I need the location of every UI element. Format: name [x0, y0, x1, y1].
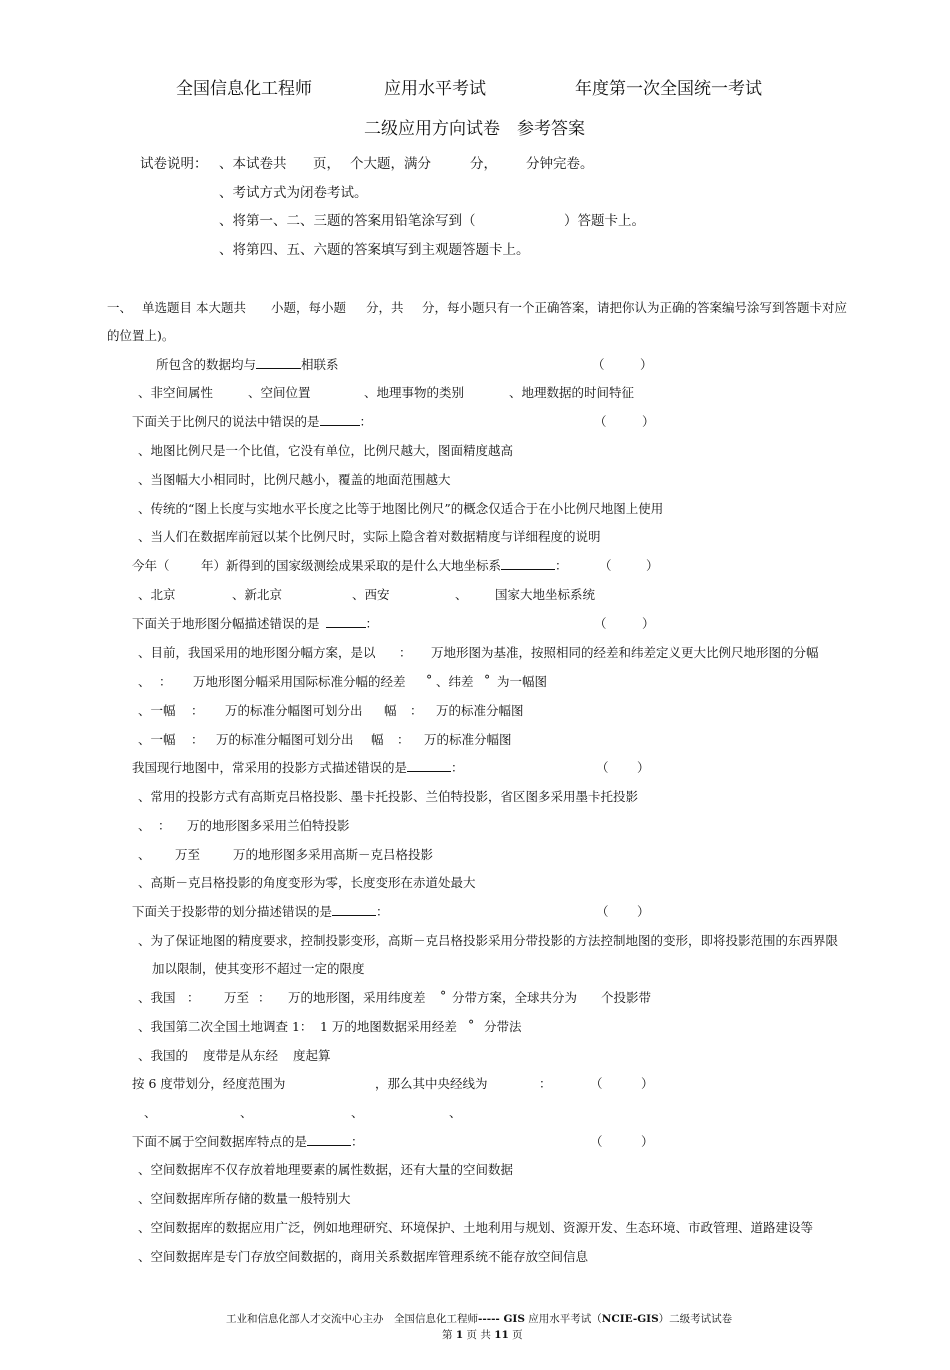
section-text-c: 分，共 [366, 300, 404, 315]
answer-paren-close: ） [642, 616, 655, 631]
q7-stem-b: ，那么其中央经线为 [375, 1076, 488, 1091]
q6-option-d-1: 、我国的 [138, 1048, 189, 1063]
notes-label: 试卷说明： [140, 156, 208, 172]
q1-stem-b: 相联系 [301, 357, 339, 372]
footer-d: NCIE-GIS [601, 1313, 659, 1325]
note-3-a: 、将第一、二、三题的答案用铅笔涂写到（ [219, 213, 476, 229]
q6-option-b-2: ： [187, 990, 200, 1005]
q5-option-b-1: 、 [138, 818, 151, 833]
q6-option-d-3: 度起算 [293, 1048, 331, 1063]
q4-option-d-6: 万的标准分幅图 [424, 732, 512, 747]
page-number [442, 1327, 523, 1342]
q2-option-d: 、当人们在数据库前冠以某个比例尺时，实际上隐含着对数据精度与详细程度的说明 [138, 529, 601, 544]
q4-option-b-1: 、 [138, 674, 151, 689]
q5-option-b-2: ： [158, 818, 171, 833]
q1-option-a: 、非空间属性 [138, 385, 214, 400]
q7-option-b: 、 [240, 1105, 253, 1120]
title-part-1: 全国信息化工程师 [176, 79, 312, 99]
q6-option-b-7: 分带方案，全球共分为 [452, 990, 578, 1005]
q6-option-b-5: 万的地形图，采用纬度差 [288, 990, 426, 1005]
q4-option-b-3: 万地形图分幅采用国际标准分幅的经差 [193, 674, 406, 689]
q5-option-c-3: 万的地形图多采用高斯－克吕格投影 [233, 847, 434, 862]
q1-option-b: 、空间位置 [248, 385, 311, 400]
answer-paren-close: ） [637, 904, 650, 919]
note-1-b: 页， [313, 156, 340, 172]
q7-stem-tail: ： [539, 1076, 552, 1091]
q5-stem [132, 758, 464, 776]
q7-option-a: 、 [144, 1105, 157, 1120]
q7-option-d: 、 [449, 1105, 462, 1120]
note-2: 、考试方式为闭卷考试。 [219, 185, 368, 201]
q3-option-d-mark: 、 [455, 587, 468, 602]
q8-option-d: 、空间数据库是专门存放空间数据的，商用关系数据库管理系统不能存放空间信息 [138, 1249, 589, 1264]
q6-option-d-2: 度带是从东经 [203, 1048, 279, 1063]
page-f: 页 [512, 1329, 523, 1341]
answer-paren-open: （ [590, 1076, 603, 1091]
footer-e: ）二级考试试卷 [658, 1313, 733, 1325]
q6-option-c-3: ° [468, 1017, 475, 1032]
q4-option-d-2: ： [191, 732, 204, 747]
q2-stem-tail: ： [359, 414, 373, 429]
answer-blank[interactable] [307, 1133, 351, 1146]
section-text-b: 小题，每小题 [271, 300, 347, 315]
q6-option-b-8: 个投影带 [601, 990, 652, 1005]
q2-option-c: 、传统的“图上长度与实地水平长度之比等于地图比例尺”的概念仅适合于在小比例尺地图上使用 [138, 501, 664, 516]
q4-stem [132, 614, 378, 632]
answer-blank[interactable] [326, 615, 366, 628]
answer-paren-open: （ [599, 558, 612, 573]
q2-option-b: 、当图幅大小相同时，比例尺越小，覆盖的地面范围越大 [138, 472, 451, 487]
q4-stem-tail: ： [365, 616, 379, 631]
answer-paren-close: ） [637, 760, 650, 775]
answer-blank[interactable] [501, 557, 555, 570]
q8-option-c: 、空间数据库的数据应用广泛，例如地理研究、环境保护、土地利用与规划、资源开发、生态环境、市政管理、道路建设等 [138, 1220, 814, 1235]
q5-option-c-1: 、 [138, 847, 151, 862]
q4-option-d-1: 、一幅 [138, 732, 176, 747]
answer-paren-open: （ [596, 760, 609, 775]
note-1-e: 分钟完卷。 [526, 156, 594, 172]
q4-option-b-2: ： [159, 674, 172, 689]
q1-option-c: 、地理事物的类别 [364, 385, 465, 400]
q5-option-a: 、常用的投影方式有高斯克吕格投影、墨卡托投影、兰伯特投影，省区图多采用墨卡托投影 [138, 789, 639, 804]
q6-option-b-3: 万至 [224, 990, 250, 1005]
q4-stem-text: 下面关于地形图分幅描述错误的是 [132, 616, 320, 631]
q8-stem [132, 1132, 364, 1150]
answer-paren-open: （ [590, 1134, 603, 1149]
footer-a: 工业和信息化部人才交流中心主办 全国信息化工程师 [226, 1313, 478, 1325]
q6-option-b-6: ° [440, 988, 447, 1003]
answer-blank[interactable] [332, 903, 376, 916]
q4-option-a-1: 、目前，我国采用的地形图分幅方案，是以 [138, 645, 376, 660]
answer-paren-close: ） [642, 414, 655, 429]
q2-option-a: 、地图比例尺是一个比值，它没有单位，比例尺越大，图面精度越高 [138, 443, 514, 458]
title-part-3: 年度第一次全国统一考试 [575, 79, 762, 99]
q6-option-b-4: ： [258, 990, 271, 1005]
q7-stem-a: 按 6 度带划分，经度范围为 [132, 1076, 286, 1091]
q6-option-b-1: 、我国 [138, 990, 176, 1005]
note-4: 、将第四、五、六题的答案填写到主观题答题卡上。 [219, 242, 530, 258]
section-text-d: 分，每小题只有一个正确答案，请把你认为正确的答案编号涂写到答题卡对应 [422, 300, 848, 315]
q3-option-a: 、北京 [138, 587, 176, 602]
q4-option-c-4: 幅 [384, 703, 397, 718]
q1-stem-a: 所包含的数据均与 [156, 357, 257, 372]
q3-option-b: 、新北京 [232, 587, 283, 602]
footer-b: ----- GIS [478, 1313, 525, 1325]
answer-blank[interactable] [256, 356, 301, 369]
q4-option-c-3: 万的标准分幅图可划分出 [225, 703, 363, 718]
page-c: 页 [466, 1329, 477, 1341]
answer-paren-close: ） [641, 1076, 654, 1091]
footer-c: 应用水平考试（ [528, 1313, 602, 1325]
q1-stem [156, 355, 339, 373]
answer-paren-close: ） [641, 1134, 654, 1149]
note-1-d: 分， [470, 156, 497, 172]
section-text-cont: 的位置上)。 [107, 328, 175, 343]
q1-option-d: 、地理数据的时间特征 [509, 385, 635, 400]
q8-stem-tail: ： [351, 1134, 364, 1149]
answer-paren-open: （ [594, 616, 607, 631]
q3-stem-tail: ： [555, 558, 568, 573]
note-3-b: ）答题卡上。 [564, 213, 645, 229]
q5-option-b-3: 万的地形图多采用兰伯特投影 [187, 818, 350, 833]
section-text-a: 单选题目 本大题共 [142, 300, 246, 315]
q6-option-c-2: 1 万的地图数据采用经差 [320, 1019, 457, 1034]
q8-option-a: 、空间数据库不仅存放着地理要素的属性数据，还有大量的空间数据 [138, 1162, 514, 1177]
q4-option-a-3: 万地形图为基准，按照相同的经差和纬差定义更大比例尺地形图的分幅 [431, 645, 819, 660]
q8-option-b: 、空间数据库所存储的数量一般特别大 [138, 1191, 351, 1206]
answer-paren-open: （ [592, 357, 605, 372]
q3-stem-a: 今年（ [132, 558, 170, 573]
q3-option-d: 国家大地坐标系统 [495, 587, 596, 602]
q6-option-c-4: 分带法 [484, 1019, 522, 1034]
q5-stem-tail: ： [451, 760, 464, 775]
q4-option-c-5: ： [410, 703, 423, 718]
answer-blank[interactable] [320, 413, 360, 426]
q7-option-c: 、 [351, 1105, 364, 1120]
page-d: 共 [480, 1329, 491, 1341]
q4-option-d-4: 幅 [371, 732, 384, 747]
q6-option-a: 、为了保证地图的精度要求，控制投影变形，高斯－克吕格投影采用分带投影的方法控制地图的变形，即将投影范围的东西界限 [138, 933, 839, 948]
note-1-a: 、本试卷共 [219, 156, 287, 172]
footer-line [226, 1311, 732, 1326]
page-current: 1 [455, 1329, 464, 1341]
q8-stem-text: 下面不属于空间数据库特点的是 [132, 1134, 308, 1149]
q4-option-b-4: ° [426, 672, 433, 687]
q6-stem [132, 902, 389, 920]
q4-option-b-5: 、纬差 [436, 674, 474, 689]
page-a: 第 [442, 1329, 453, 1341]
q6-stem-tail: ： [376, 904, 389, 919]
q6-stem-text: 下面关于投影带的划分描述错误的是 [132, 904, 333, 919]
q5-option-c-2: 万至 [175, 847, 201, 862]
q2-stem-text: 下面关于比例尺的说法中错误的是 [132, 414, 320, 429]
answer-paren-close: ） [646, 558, 659, 573]
q6-option-a-cont: 加以限制，使其变形不超过一定的限度 [152, 961, 365, 976]
q4-option-b-6: ° [484, 672, 491, 687]
q2-stem [132, 412, 372, 430]
q5-option-d: 、高斯－克吕格投影的角度变形为零，长度变形在赤道处最大 [138, 875, 476, 890]
q4-option-a-2: ： [399, 645, 412, 660]
answer-blank[interactable] [407, 759, 451, 772]
q4-option-b-7: 为一幅图 [497, 674, 548, 689]
q4-option-c-1: 、一幅 [138, 703, 176, 718]
q4-option-d-3: 万的标准分幅图可划分出 [216, 732, 354, 747]
answer-paren-open: （ [596, 904, 609, 919]
answer-paren-close: ） [640, 357, 653, 372]
section-number: 一、 [107, 300, 133, 315]
note-1-c: 个大题，满分 [350, 156, 431, 172]
q5-stem-text: 我国现行地图中，常采用的投影方式描述错误的是 [132, 760, 408, 775]
q6-option-c-1: 、我国第二次全国土地调查 1： [138, 1019, 313, 1034]
q4-option-d-5: ： [397, 732, 410, 747]
answer-paren-open: （ [594, 414, 607, 429]
q4-option-c-6: 万的标准分幅图 [436, 703, 524, 718]
q3-stem-b: 年）新得到的国家级测绘成果采取的是什么大地坐标系 [201, 558, 502, 573]
page-total: 11 [494, 1329, 509, 1341]
title-part-2: 应用水平考试 [384, 79, 486, 99]
q4-option-c-2: ： [191, 703, 204, 718]
subtitle: 二级应用方向试卷 参考答案 [364, 119, 585, 139]
q3-stem [201, 556, 568, 574]
q3-option-c: 、西安 [352, 587, 390, 602]
